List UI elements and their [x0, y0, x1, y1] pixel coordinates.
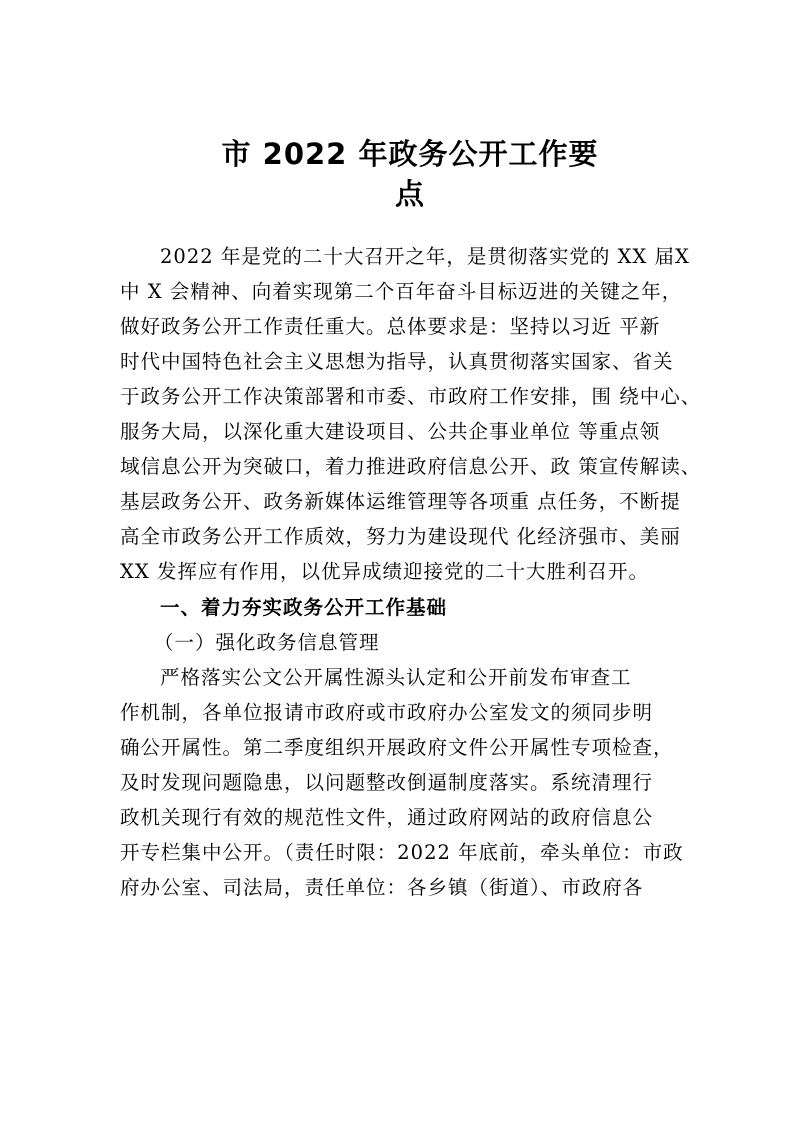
intro-line: 高全市政务公开工作质效，努力为建设现代 化经济强市、美丽 — [120, 525, 681, 548]
body-line: 开专栏集中公开。（责任时限：2022 年底前，牵头单位：市政 — [120, 841, 684, 864]
intro-line: 做好政务公开工作责任重大。总体要求是：坚持以习近 平新 — [120, 315, 661, 338]
subsection-heading-1: （一）强化政务信息管理 — [154, 631, 380, 654]
intro-line: 基层政务公开、政务新媒体运维管理等各项重 点任务，不断提 — [120, 490, 681, 513]
intro-line: 域信息公开为突破口，着力推进政府信息公开、政 策宣传解读、 — [120, 455, 702, 478]
body-line: 确公开属性。第二季度组织开展政府文件公开属性专项检查， — [120, 736, 674, 759]
body-line: 及时发现问题隐患，以问题整改倒逼制度落实。系统清理行 — [120, 771, 654, 794]
section-heading-1: 一、着力夯实政务公开工作基础 — [160, 596, 448, 619]
document-title-line-2: 点 — [394, 177, 425, 211]
body-line: 作机制，各单位报请市政府或市政府办公室发文的须同步明 — [120, 701, 654, 724]
body-line: 严格落实公文公开属性源头认定和公开前发布审查工 — [160, 666, 632, 689]
intro-line: 2022 年是党的二十大召开之年，是贯彻落实党的 XX 届X — [160, 245, 690, 268]
body-line: 政机关现行有效的规范性文件，通过政府网站的政府信息公 — [120, 806, 654, 829]
intro-line: 中 X 会精神、向着实现第二个百年奋斗目标迈进的关键之年， — [120, 280, 683, 303]
intro-line: 于政务公开工作决策部署和市委、市政府工作安排，围 绕中心、 — [120, 385, 702, 408]
intro-line: 服务大局，以深化重大建设项目、公共企事业单位 等重点领 — [120, 420, 661, 443]
body-line: 府办公室、司法局，责任单位：各乡镇（街道）、市政府各 — [120, 876, 644, 899]
intro-line: XX 发挥应有作用，以优异成绩迎接党的二十大胜利召开。 — [120, 560, 649, 583]
intro-line: 时代中国特色社会主义思想为指导，认真贯彻落实国家、省关 — [120, 350, 674, 373]
document-title-line-1: 市 2022 年政务公开工作要 — [221, 137, 599, 171]
